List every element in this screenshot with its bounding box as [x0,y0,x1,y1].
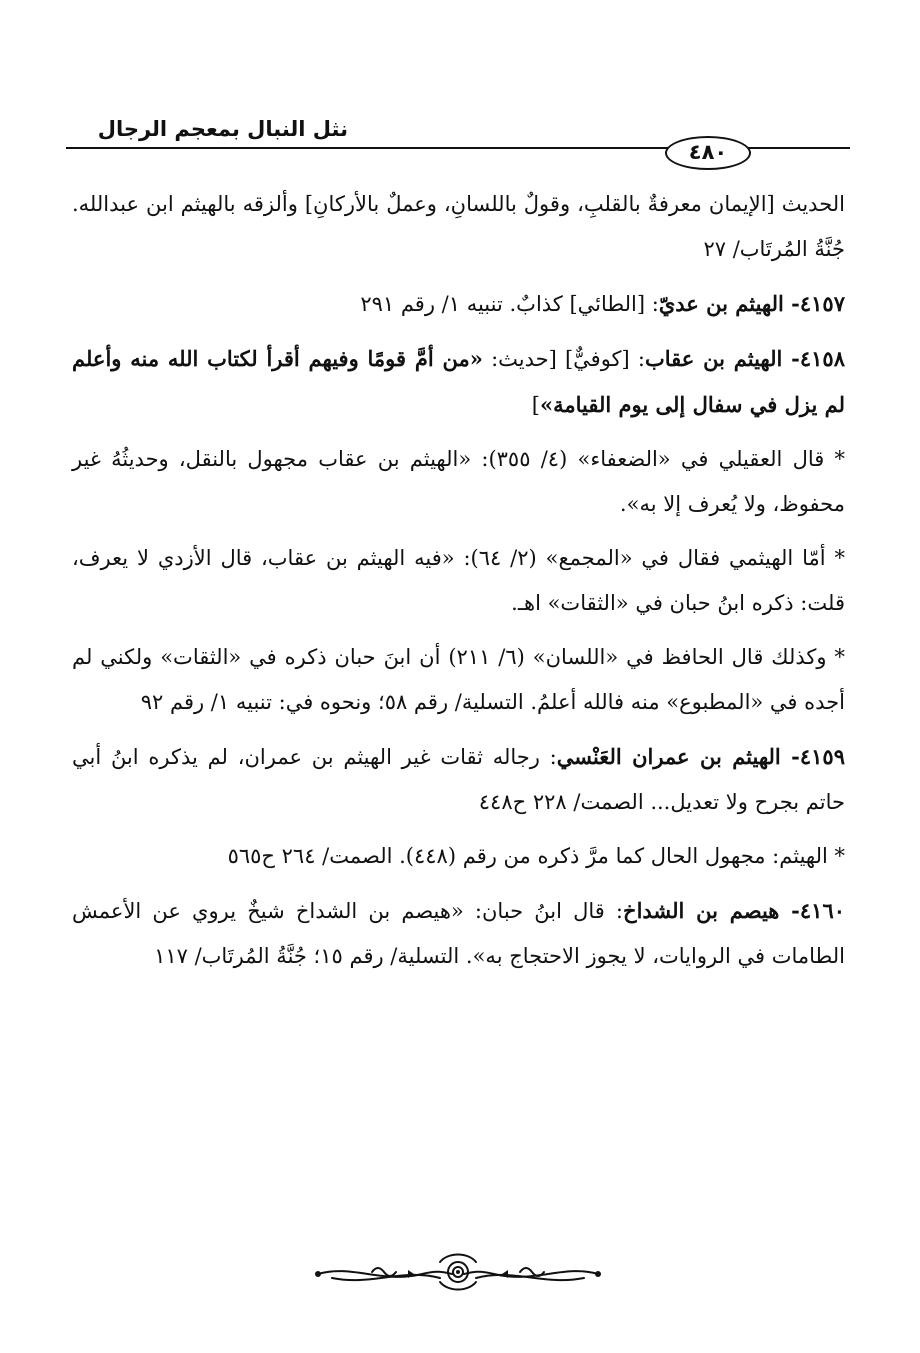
paragraph [72,182,845,272]
note-paragraph [72,834,845,879]
entry-4160 [72,888,845,979]
text-segment: الحديث [الإيمان معرفةٌ بالقلبِ، وقولٌ باللسانِ، وعملٌ بالأركانِ] وألزقه بالهيثم ابن عبدالله. جُنَّةُ المُرتَاب/ ٢٧ [72,192,845,261]
page-number: ٤٨٠ [665,136,751,170]
text-segment: * وكذلك قال الحافظ في «اللسان» (٦/ ٢١١) أن ابنَ حبان ذكره في «الثقات» ولكني لم أجده في «المطبوع» منه فالله أعلمُ. التسلية/ رقم ٥٨؛ ونحوه في: تنبيه ١/ رقم ٩٢ [72,645,845,714]
entry-4159 [72,734,845,825]
running-title: نثل النبال بمعجم الرجال [97,117,348,141]
entry-heading: ٤١٦٠- هيصم بن الشداخ [623,898,846,923]
page-body [72,182,845,979]
ornament-divider [312,1248,604,1294]
hadith-quote: «من أمَّ قومًا وفيهم أقرأ لكتاب الله منه وأعلم لم يزل في سفال إلى يوم القيامة» [72,346,845,417]
entry-heading: ٤١٥٧- الهيثم بن عديّ [658,291,845,316]
text-segment: : رجاله ثقات غير الهيثم بن عمران، لم يذكره ابنُ أبي حاتم بجرح ولا تعديل... الصمت/ ٢٢٨ ح٤٤٨ [72,745,845,814]
text-segment: : [الطائي] كذابٌ. تنبيه ١/ رقم ٢٩١ [360,292,659,316]
text-segment: ] [531,393,540,417]
text-segment: * قال العقيلي في «الضعفاء» (٤/ ٣٥٥): «الهيثم بن عقاب مجهول بالنقل، وحديثُهُ غير محفوظ، ولا يُعرف إلا به». [72,447,845,516]
text-segment: * أمّا الهيثمي فقال في «المجمع» (٢/ ٦٤): «فيه الهيثم بن عقاب، قال الأزدي لا يعرف، قلت: ذكره ابنُ حبان في «الثقات» اهـ. [72,546,845,615]
entry-4158 [72,336,845,428]
text-segment: : قال ابنُ حبان: «هيصم بن الشداخ شيخٌ يروي عن الأعمش الطامات في الروايات، لا يجوز الاحتجاج به». التسلية/ رقم ١٥؛ جُنَّةُ المُرتَاب/ ١١٧ [72,899,845,968]
text-segment: * الهيثم: مجهول الحال كما مرَّ ذكره من رقم (٤٤٨). الصمت/ ٢٦٤ ح٥٦٥ [227,844,845,868]
entry-heading: ٤١٥٨- الهيثم بن عقاب [645,346,845,371]
note-paragraph [72,635,845,725]
entry-heading: ٤١٥٩- الهيثم بن عمران العَنْسي [556,744,845,769]
entry-4157 [72,281,845,327]
text-segment: : [كوفيٌّ] [حديث: [482,347,645,371]
note-paragraph [72,437,845,527]
note-paragraph [72,536,845,626]
